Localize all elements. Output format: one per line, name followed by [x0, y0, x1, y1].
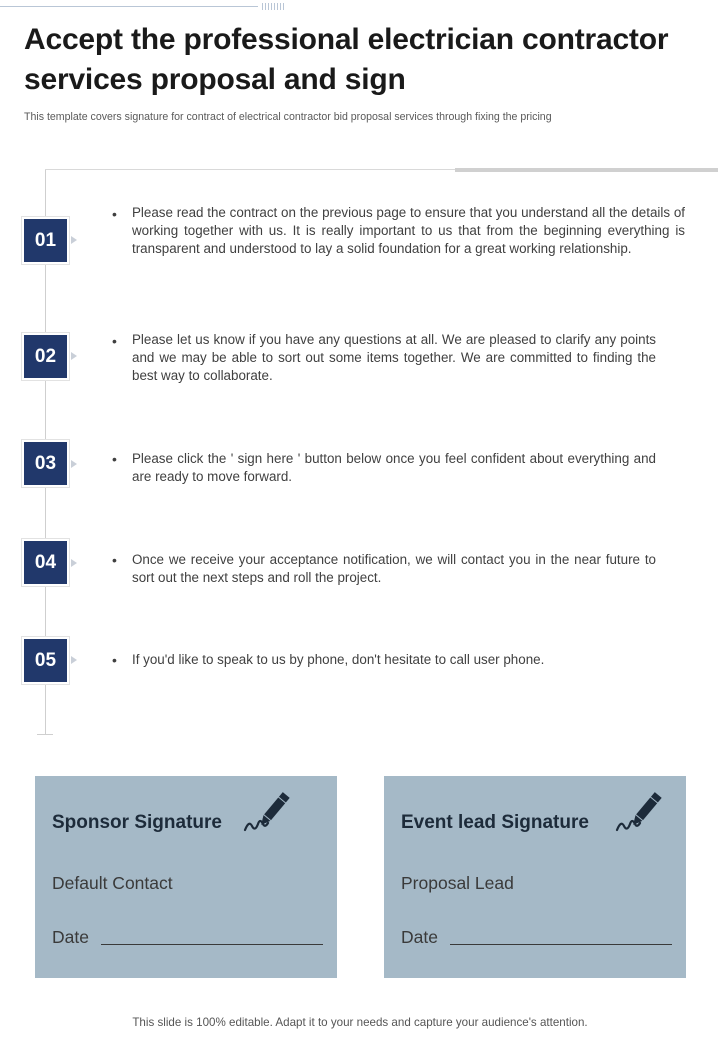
event-lead-contact-name: Proposal Lead: [401, 873, 514, 893]
bullet-icon: •: [112, 206, 117, 222]
top-accent-line: [0, 6, 258, 7]
bullet-icon: •: [112, 652, 117, 668]
event-lead-date-line[interactable]: [450, 944, 672, 945]
bullet-icon: •: [112, 333, 117, 349]
step-text: Please click the ' sign here ' button below once you feel confident about everything and are ready to move forward.: [132, 451, 656, 484]
bullet-icon: •: [112, 451, 117, 467]
top-accent-dots: [262, 3, 286, 10]
step-text: Please let us know if you have any questions at all. We are pleased to clarify any points and we may be able to sort out some items together. We are committed to finding the best way to collaborate.: [132, 332, 656, 383]
step-text: Once we receive your acceptance notification, we will contact you in the near future to sort out the next steps and roll the project.: [132, 552, 656, 585]
bullet-icon: •: [112, 552, 117, 568]
sponsor-date-line[interactable]: [101, 944, 323, 945]
timeline-end: [37, 734, 53, 735]
event-lead-date-label: Date: [401, 927, 438, 947]
step-number-badge: 02: [24, 335, 67, 378]
event-lead-signature-box[interactable]: [384, 776, 686, 978]
arrow-right-icon: [71, 559, 77, 567]
page-subtitle: This template covers signature for contract of electrical contractor bid proposal services through fixing the pricing: [24, 111, 552, 123]
sponsor-signature-box[interactable]: [35, 776, 337, 978]
step-number-badge: 01: [24, 219, 67, 262]
content-frame-bar: [455, 168, 718, 172]
sponsor-contact-name: Default Contact: [52, 873, 173, 893]
signature-pen-icon: [243, 790, 293, 836]
step-text: Please read the contract on the previous page to ensure that you understand all the details of working together with us. It is really important to us that from the beginning everything is transparent and understood to lay a solid foundation for a great working relationship.: [132, 205, 685, 256]
event-lead-signature-title: Event lead Signature: [401, 812, 589, 833]
footer-note: This slide is 100% editable. Adapt it to your needs and capture your audience's attention.: [132, 1016, 588, 1029]
arrow-right-icon: [71, 656, 77, 664]
page-title: Accept the professional electrician contractor services proposal and sign: [24, 23, 669, 96]
signature-pen-icon: [615, 790, 665, 836]
step-number-badge: 05: [24, 639, 67, 682]
arrow-right-icon: [71, 460, 77, 468]
step-number-badge: 03: [24, 442, 67, 485]
sponsor-date-label: Date: [52, 927, 89, 947]
content-frame-top: [45, 169, 455, 170]
arrow-right-icon: [71, 236, 77, 244]
step-number-badge: 04: [24, 541, 67, 584]
sponsor-signature-title: Sponsor Signature: [52, 812, 222, 833]
step-text: If you'd like to speak to us by phone, don't hesitate to call user phone.: [132, 652, 545, 667]
arrow-right-icon: [71, 352, 77, 360]
